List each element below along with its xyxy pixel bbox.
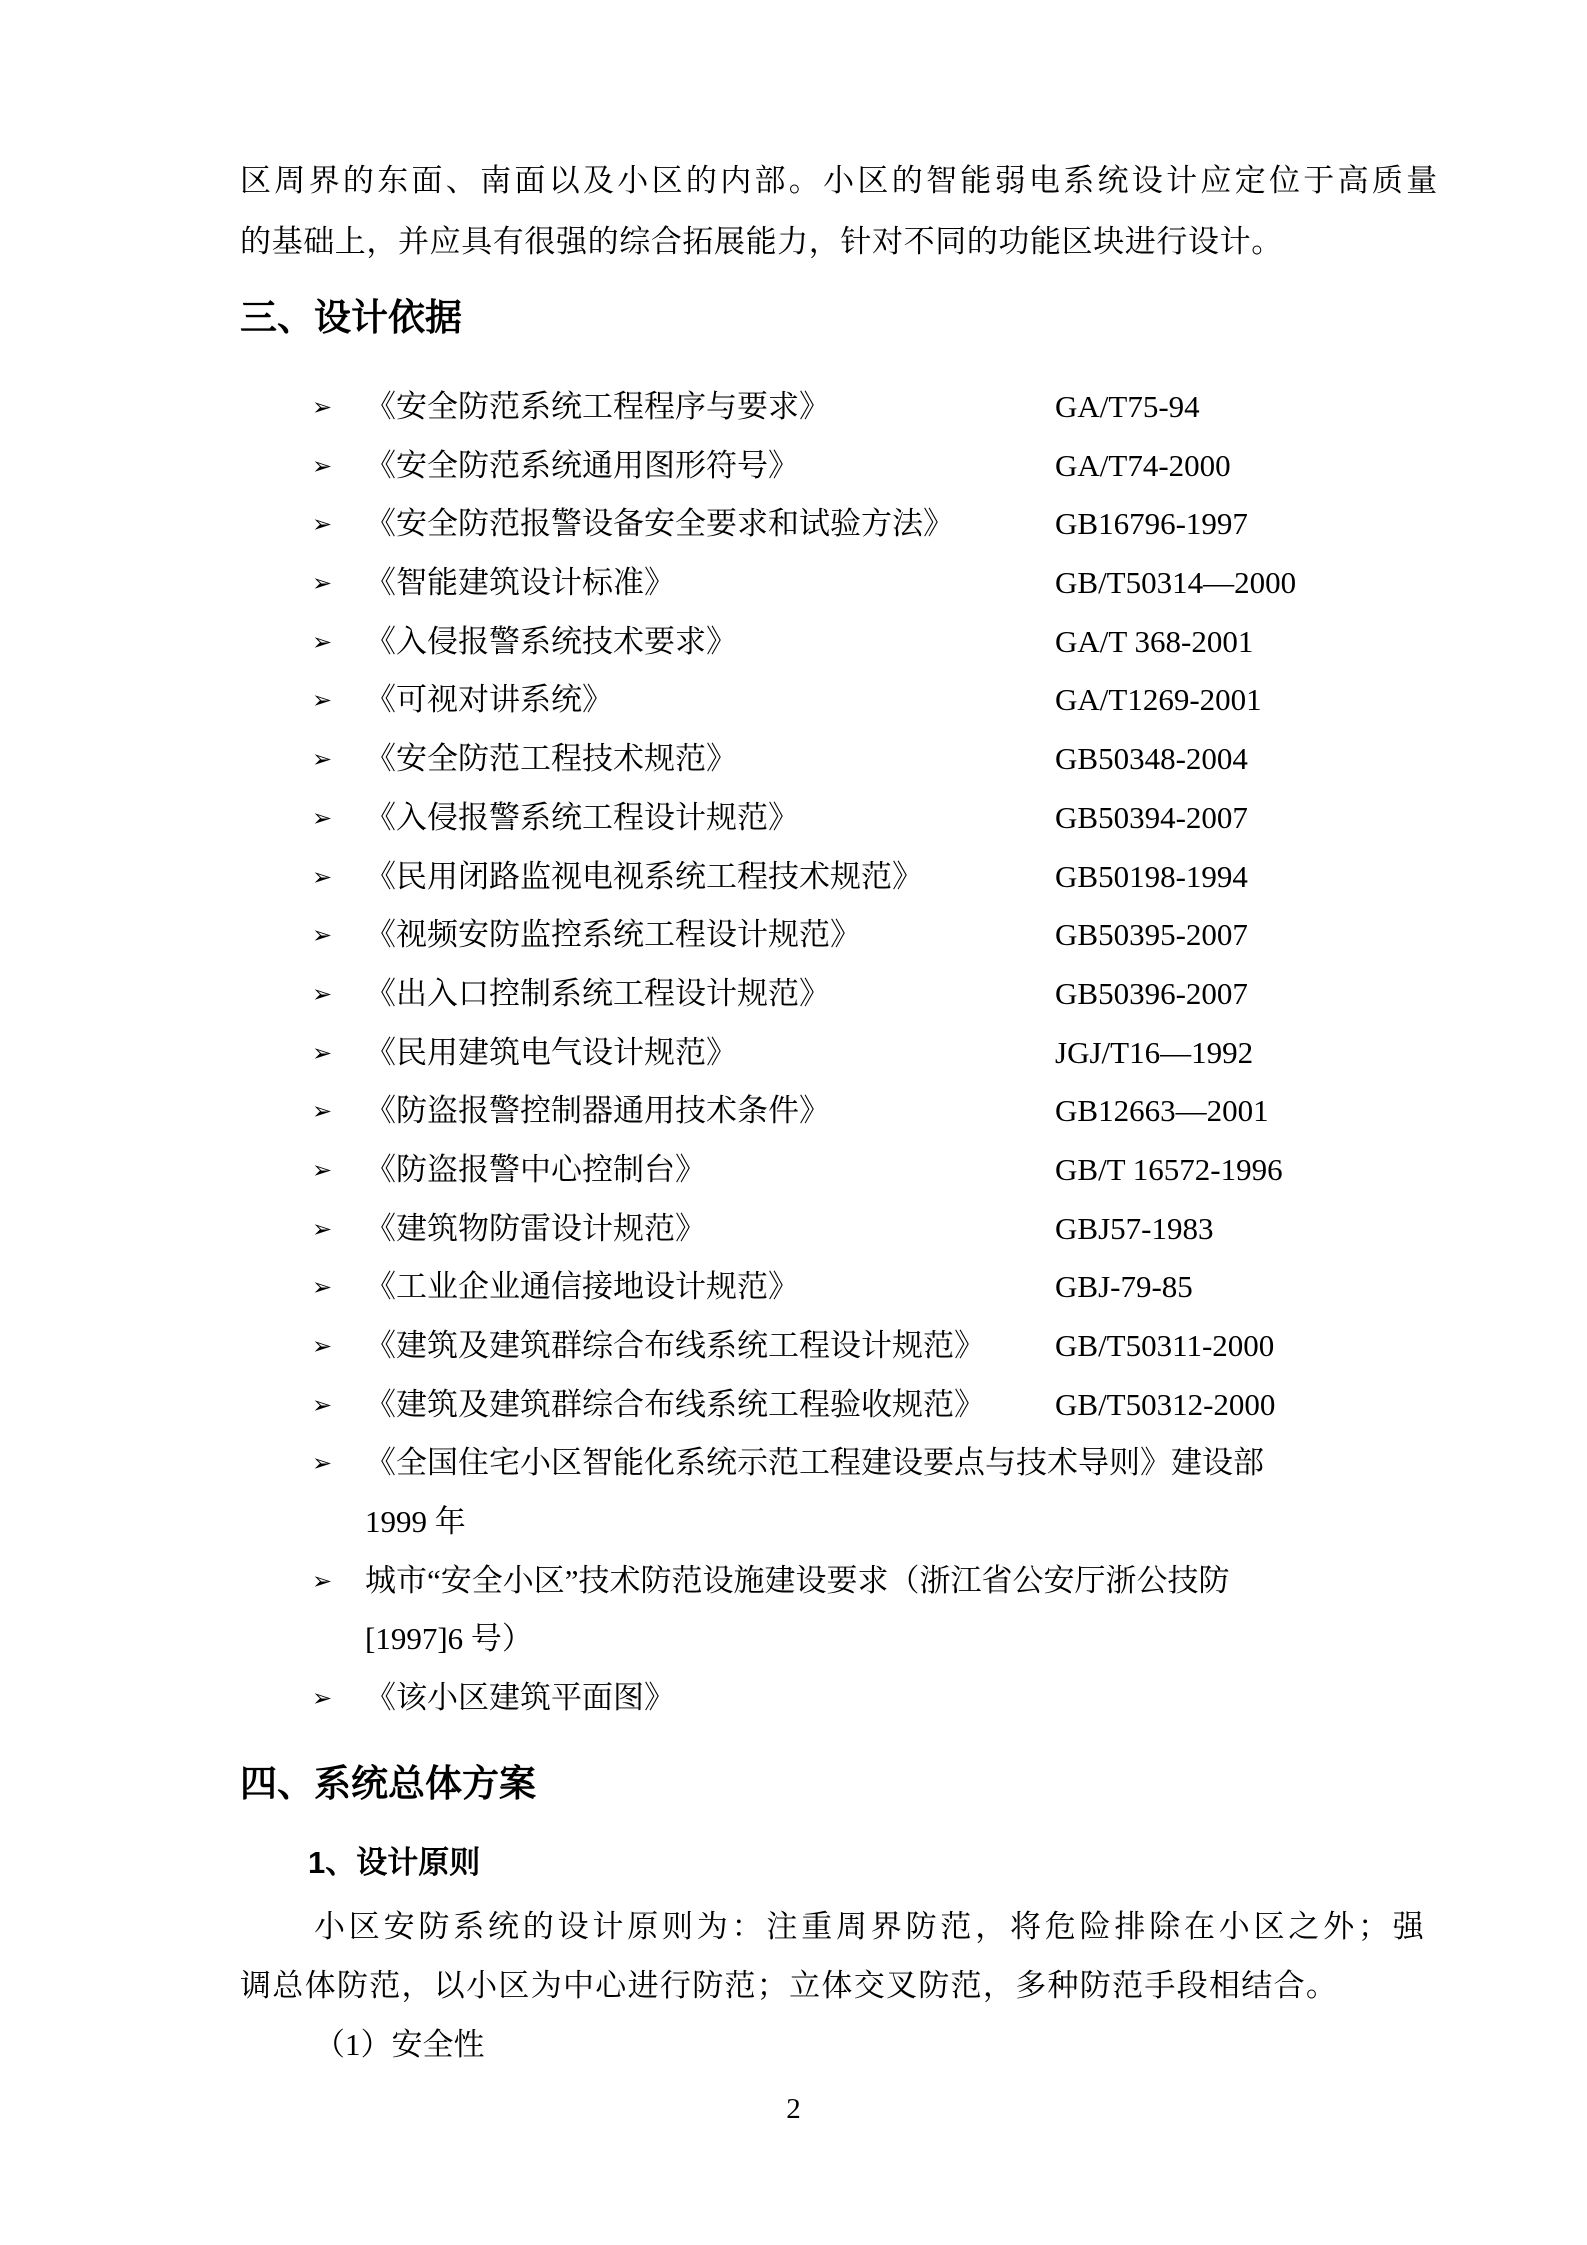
paragraph-line: 小区安防系统的设计原则为：注重周界防范，将危险排除在小区之外；强: [314, 1909, 1428, 1944]
reference-row: [240, 1317, 1587, 1376]
reference-title: 《安全防范报警设备安全要求和试验方法》: [365, 506, 954, 542]
reference-row: [240, 1024, 1587, 1083]
reference-code: GB50348-2004: [1055, 741, 1248, 777]
reference-code: GA/T74-2000: [1055, 447, 1231, 483]
reference-row: [240, 1141, 1587, 1200]
arrow-bullet-icon: ➢: [312, 745, 333, 774]
reference-code: GBJ57-1983: [1055, 1210, 1214, 1246]
references-list: [0, 378, 1587, 1728]
arrow-bullet-icon: ➢: [312, 1566, 333, 1595]
reference-row: [240, 437, 1587, 496]
arrow-bullet-icon: ➢: [312, 1390, 333, 1419]
reference-code: GB12663—2001: [1055, 1093, 1269, 1129]
arrow-bullet-icon: ➢: [312, 1332, 333, 1360]
reference-code: GA/T75-94: [1055, 389, 1200, 424]
paragraph-line: 调总体防范，以小区为中心进行防范；立体交叉防范，多种防范手段相结合。: [240, 1967, 1339, 2003]
reference-title: 《可视对讲系统》: [365, 682, 613, 718]
arrow-bullet-icon: ➢: [312, 1097, 333, 1126]
reference-title: 《防盗报警中心控制台》: [365, 1151, 706, 1187]
reference-title: [1997]6 号）: [365, 1621, 533, 1657]
paragraph-line: 区周界的东面、南面以及小区的内部。小区的智能弱电系统设计应定位于高质量: [240, 163, 1441, 198]
reference-title: 《入侵报警系统工程设计规范》: [365, 799, 799, 835]
reference-row: [240, 730, 1587, 789]
page-number: 2: [786, 2093, 801, 2125]
paragraph-line: 的基础上，并应具有很强的综合拓展能力，针对不同的功能区块进行设计。: [240, 224, 1283, 259]
design-principles-paragraph: [0, 1898, 1587, 2015]
reference-code: GBJ-79-85: [1055, 1269, 1193, 1305]
reference-code: GA/T1269-2001: [1055, 682, 1262, 718]
arrow-bullet-icon: ➢: [312, 1155, 333, 1184]
reference-row: [240, 613, 1587, 672]
arrow-bullet-icon: ➢: [312, 1273, 333, 1302]
reference-code: GB50198-1994: [1055, 858, 1248, 894]
arrow-bullet-icon: ➢: [312, 979, 333, 1008]
arrow-bullet-icon: ➢: [312, 569, 333, 598]
reference-title: 1999 年: [365, 1504, 466, 1540]
reference-row: [240, 495, 1587, 554]
reference-code: GB50394-2007: [1055, 799, 1248, 835]
reference-title: 《安全防范系统通用图形符号》: [365, 447, 799, 483]
reference-code: JGJ/T16—1992: [1055, 1034, 1254, 1070]
reference-row: [240, 1552, 1587, 1611]
reference-code: GB/T50311-2000: [1055, 1328, 1275, 1363]
reference-title: 《入侵报警系统技术要求》: [365, 623, 737, 659]
reference-title: 《全国住宅小区智能化系统示范工程建设要点与技术导则》建设部: [365, 1445, 1264, 1481]
arrow-bullet-icon: ➢: [312, 451, 333, 480]
arrow-bullet-icon: ➢: [312, 862, 333, 891]
reference-code: GB16796-1997: [1055, 506, 1248, 542]
reference-title: 城市“安全小区”技术防范设施建设要求（浙江省公安厅浙公技防: [365, 1562, 1230, 1598]
arrow-bullet-icon: ➢: [312, 1449, 333, 1478]
reference-row: [240, 1376, 1587, 1435]
arrow-bullet-icon: ➢: [312, 510, 333, 539]
reference-row: [240, 1669, 1587, 1728]
reference-title: 《建筑物防雷设计规范》: [365, 1210, 706, 1246]
reference-code: GB50395-2007: [1055, 917, 1248, 953]
reference-row: [240, 1082, 1587, 1141]
arrow-bullet-icon: ➢: [312, 921, 333, 950]
reference-row: [240, 1200, 1587, 1259]
reference-row: [240, 1610, 1587, 1669]
reference-title: 《建筑及建筑群综合布线系统工程设计规范》: [365, 1328, 985, 1363]
reference-row: [240, 378, 1587, 437]
subheading-design-principles: 1、设计原则: [308, 1845, 481, 1880]
section-heading-design-basis: 三、设计依据: [240, 297, 462, 338]
reference-code: GB/T50312-2000: [1055, 1386, 1276, 1422]
reference-row: [240, 671, 1587, 730]
reference-code: GB/T50314—2000: [1055, 565, 1297, 601]
reference-title: 《视频安防监控系统工程设计规范》: [365, 917, 861, 953]
reference-row: [240, 554, 1587, 613]
reference-title: 《智能建筑设计标准》: [365, 565, 675, 601]
reference-title: 《民用建筑电气设计规范》: [365, 1034, 737, 1070]
arrow-bullet-icon: ➢: [312, 1038, 333, 1067]
reference-title: 《工业企业通信接地设计规范》: [365, 1269, 799, 1305]
reference-row: [240, 789, 1587, 848]
intro-paragraph: [0, 150, 1587, 272]
arrow-bullet-icon: ➢: [312, 803, 333, 832]
reference-title: 《民用闭路监视电视系统工程技术规范》: [365, 858, 923, 894]
reference-title: 《该小区建筑平面图》: [365, 1680, 675, 1716]
reference-row: [240, 848, 1587, 907]
arrow-bullet-icon: ➢: [312, 627, 333, 656]
reference-code: GA/T 368-2001: [1055, 623, 1254, 659]
arrow-bullet-icon: ➢: [312, 1684, 333, 1713]
reference-row: [240, 965, 1587, 1024]
reference-title: 《出入口控制系统工程设计规范》: [365, 975, 830, 1011]
reference-row: [240, 1434, 1587, 1493]
section-heading-overall-scheme: 四、系统总体方案: [240, 1763, 536, 1804]
reference-title: 《建筑及建筑群综合布线系统工程验收规范》: [365, 1386, 985, 1422]
arrow-bullet-icon: ➢: [312, 686, 333, 715]
reference-title: 《防盗报警控制器通用技术条件》: [365, 1093, 830, 1129]
reference-code: GB50396-2007: [1055, 975, 1248, 1011]
list-item-safety: （1）安全性: [314, 2027, 485, 2062]
reference-code: GB/T 16572-1996: [1055, 1151, 1283, 1187]
reference-row: [240, 1493, 1587, 1552]
arrow-bullet-icon: ➢: [312, 1214, 333, 1243]
reference-title: 《安全防范工程技术规范》: [365, 741, 737, 777]
arrow-bullet-icon: ➢: [312, 393, 333, 421]
reference-title: 《安全防范系统工程程序与要求》: [365, 389, 830, 424]
reference-row: [240, 1258, 1587, 1317]
reference-row: [240, 906, 1587, 965]
